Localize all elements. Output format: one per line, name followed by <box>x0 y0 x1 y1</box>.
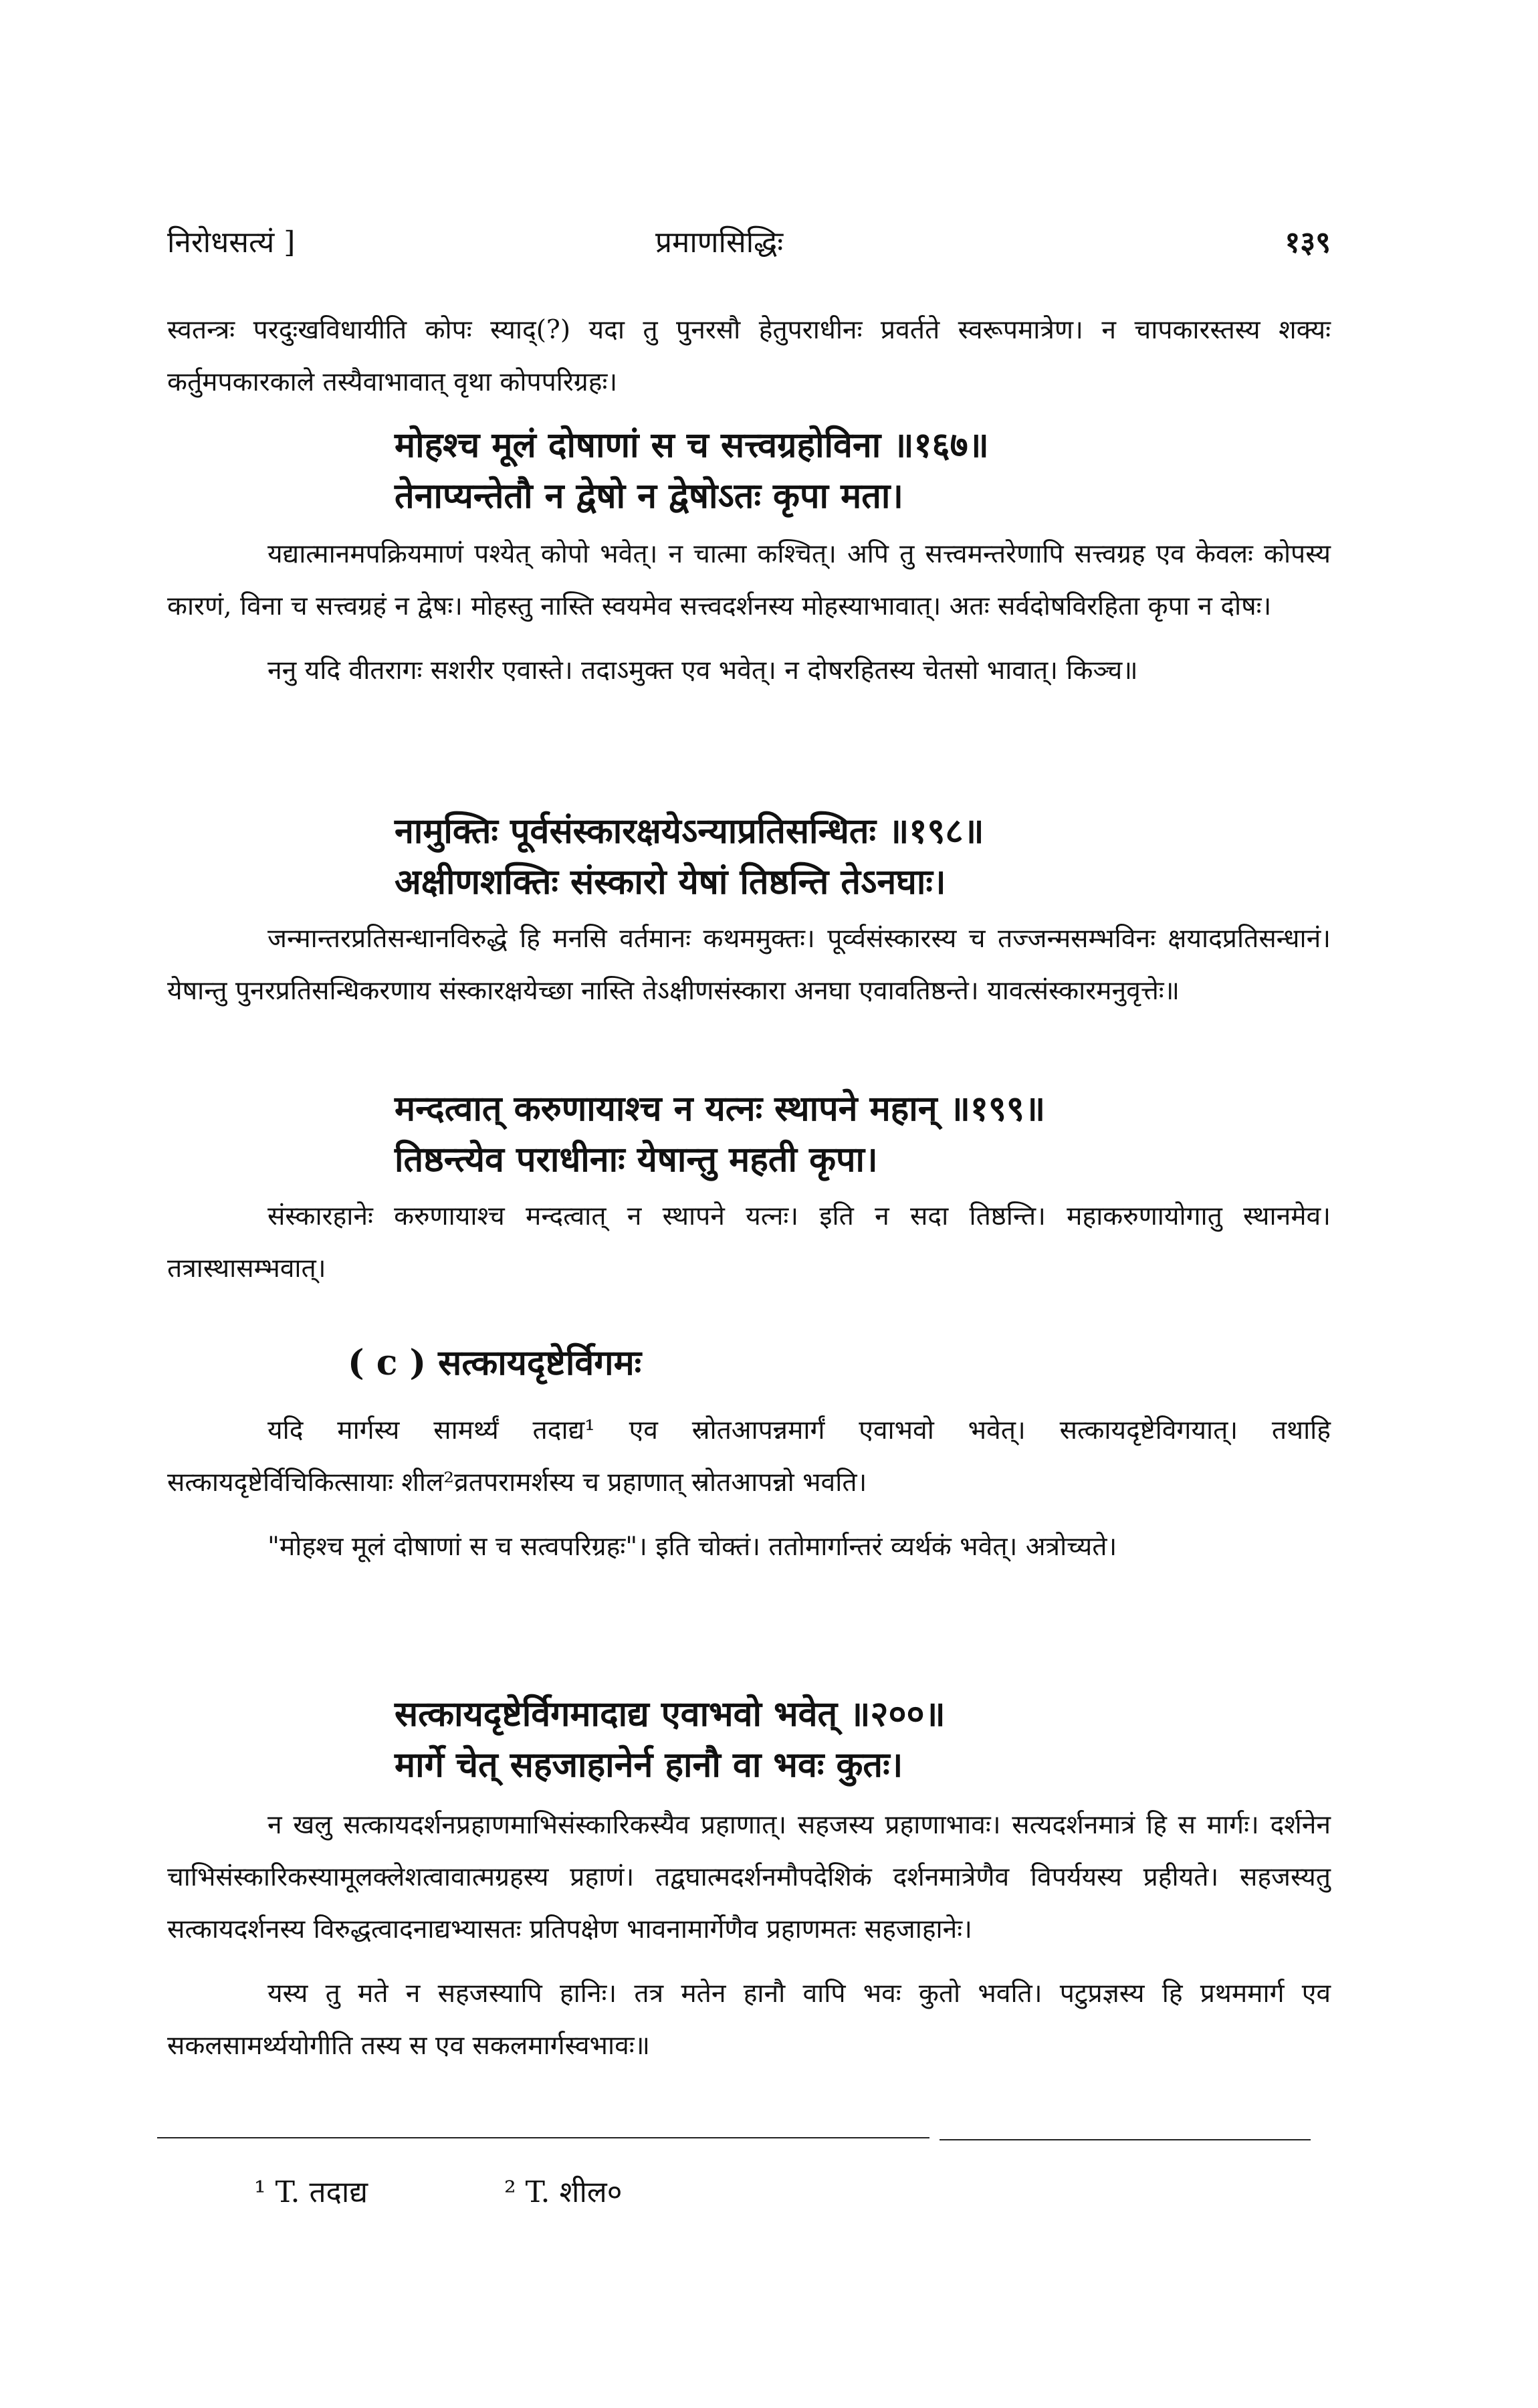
paragraph-5: संस्कारहानेः करुणायाश्च मन्दत्वात् न स्थापने यत्नः। इति न सदा तिष्ठन्ति। महाकरुणायोगातु स्थानमेव। तत्रास्थासम्भवात्। <box>167 1201 1331 1284</box>
verse-199-line-2: तिष्ठन्त्येव पराधीनाः येषान्तु महती कृपा। <box>395 1139 878 1180</box>
verse-199 <box>167 1084 1331 1185</box>
paragraph-4: जन्मान्तरप्रतिसन्धानविरुद्धे हि मनसि वर्तमानः कथममुक्तः। पूर्व्वसंस्कारस्य च तज्जन्मसम्भविनः क्षयादप्रतिसन्धानं। येषान्तु पुनरप्रतिसन्धिकरणाय संस्कारक्षयेच्छा नास्ति तेऽक्षीणसंस्कारा अनघा एवावतिष्ठन्ते। यावत्संस्कारमनुवृत्तेः॥ <box>167 924 1331 1006</box>
verse-199-line-1: मन्दत्वात् करुणायाश्च न यत्नः स्थापने महान् ॥१९९॥ <box>395 1088 1046 1129</box>
commentary-block-5 <box>167 1799 1331 2084</box>
paragraph-1: स्वतन्त्रः परदुःखविधायीति कोपः स्याद्(?) यदा तु पुनरसौ हेतुपराधीनः प्रवर्तते स्वरूपमात्रेण। न चापकारस्तस्य शक्यः कर्तुमपकारकाले तस्यैवाभावात् वृथा कोपपरिग्रहः। <box>167 315 1331 397</box>
commentary-block-1 <box>167 528 1331 709</box>
paragraph-intro <box>167 304 1331 421</box>
section-heading: ( c ) सत्कायदृष्टेर्विगमः <box>348 1342 642 1383</box>
verse-198-line-1: नामुक्तिः पूर्वसंस्कारक्षयेऽन्याप्रतिसन्धितः ॥१९८॥ <box>395 811 984 851</box>
running-header <box>167 214 1331 268</box>
paragraph-3: ननु यदि वीतरागः सशरीर एवास्ते। तदाऽमुक्त एव भवेत्। न दोषरहितस्य चेतसो भावात्। किञ्च॥ <box>267 656 1138 686</box>
footnotes <box>254 2171 750 2211</box>
verse-200-line-2: मार्गे चेत् सहजाहानेर्न हानौ वा भवः कुतः। <box>395 1744 903 1785</box>
paragraph-6: यदि मार्गस्य सामर्थ्यं तदाद्य¹ एव स्रोतआपन्नमार्गं एवाभवो भवेत्। सत्कायदृष्टेविगयात्। तथाहि सत्कायदृष्टेर्विचिकित्सायाः शील²व्रतपरामर्शस्य च प्रहाणात् स्रोतआपन्नो भवति। <box>167 1415 1331 1498</box>
header-section-label: निरोधसत्यं ] <box>167 225 296 260</box>
commentary-block-2 <box>167 913 1331 1029</box>
header-book-title: प्रमाणसिद्धिः <box>655 225 784 260</box>
page-number: १३९ <box>1285 225 1331 260</box>
paragraph-2: यद्यात्मानमपक्रियमाणं पश्येत् कोपो भवेत्। न चात्मा कश्चित्। अपि तु सत्त्वमन्तरेणापि सत्त्वग्रह एव केवलः कोपस्य कारणं, विना च सत्त्वग्रहं न द्वेषः। मोहस्तु नास्ति स्वयमेव सत्त्वदर्शनस्य मोहस्याभावात्। अतः सर्वदोषविरहिता कृपा न दोषः। <box>167 539 1331 621</box>
footnote-rule-left <box>157 2137 929 2138</box>
verse-200-line-1: सत्कायदृष्टेर्विगमादाद्य एवाभवो भवेत् ॥२००॥ <box>395 1694 946 1734</box>
verse-167-line-1: मोहश्च मूलं दोषाणां स च सत्त्वग्रहोविना ॥१६७॥ <box>395 425 989 466</box>
verse-198-line-2: अक्षीणशक्तिः संस्कारो येषां तिष्ठन्ति तेऽनघाः। <box>395 862 946 902</box>
commentary-block-4 <box>167 1405 1331 1585</box>
verse-167-line-2: तेनाप्यन्तेतौ न द्वेषो न द्वेषोऽतः कृपा मता। <box>395 476 904 516</box>
verse-167 <box>167 420 1331 522</box>
paragraph-9: यस्य तु मते न सहजस्यापि हानिः। तत्र मतेन हानौ वापि भवः कुतो भवति। पटुप्रज्ञस्य हि प्रथममार्ग एव सकलसामर्थ्ययोगीति तस्य स एव सकलमार्गस्वभावः॥ <box>167 1979 1331 2061</box>
footnote-rule-right <box>940 2139 1311 2140</box>
footnote-1: ¹ T. तदाद्य <box>254 2175 368 2209</box>
paragraph-7: "मोहश्च मूलं दोषाणां स च सत्वपरिग्रहः"। इति चोक्तं। ततोमार्गान्तरं व्यर्थकं भवेत्। अत्रोच्यते। <box>267 1532 1117 1562</box>
paragraph-8: न खलु सत्कायदर्शनप्रहाणमाभिसंस्कारिकस्यैव प्रहाणात्। सहजस्य प्रहाणाभावः। सत्यदर्शनमात्रं हि स मार्गः। दर्शनेन चाभिसंस्कारिकस्यामूलक्लेशत्वावात्मग्रहस्य प्रहाणं। तद्वघात्मदर्शनमौपदेशिकं दर्शनमात्रेणैव विपर्ययस्य प्रहीयते। सहजस्यतु सत्कायदर्शनस्य विरुद्धत्वादनाद्यभ्यासतः प्रतिपक्षेण भावनामार्गेणैव प्रहाणमतः सहजाहानेः। <box>167 1810 1331 1944</box>
verse-200 <box>167 1689 1331 1791</box>
footnote-2: ² T. शील० <box>504 2175 623 2209</box>
commentary-block-3 <box>167 1191 1331 1307</box>
verse-198 <box>167 806 1331 908</box>
